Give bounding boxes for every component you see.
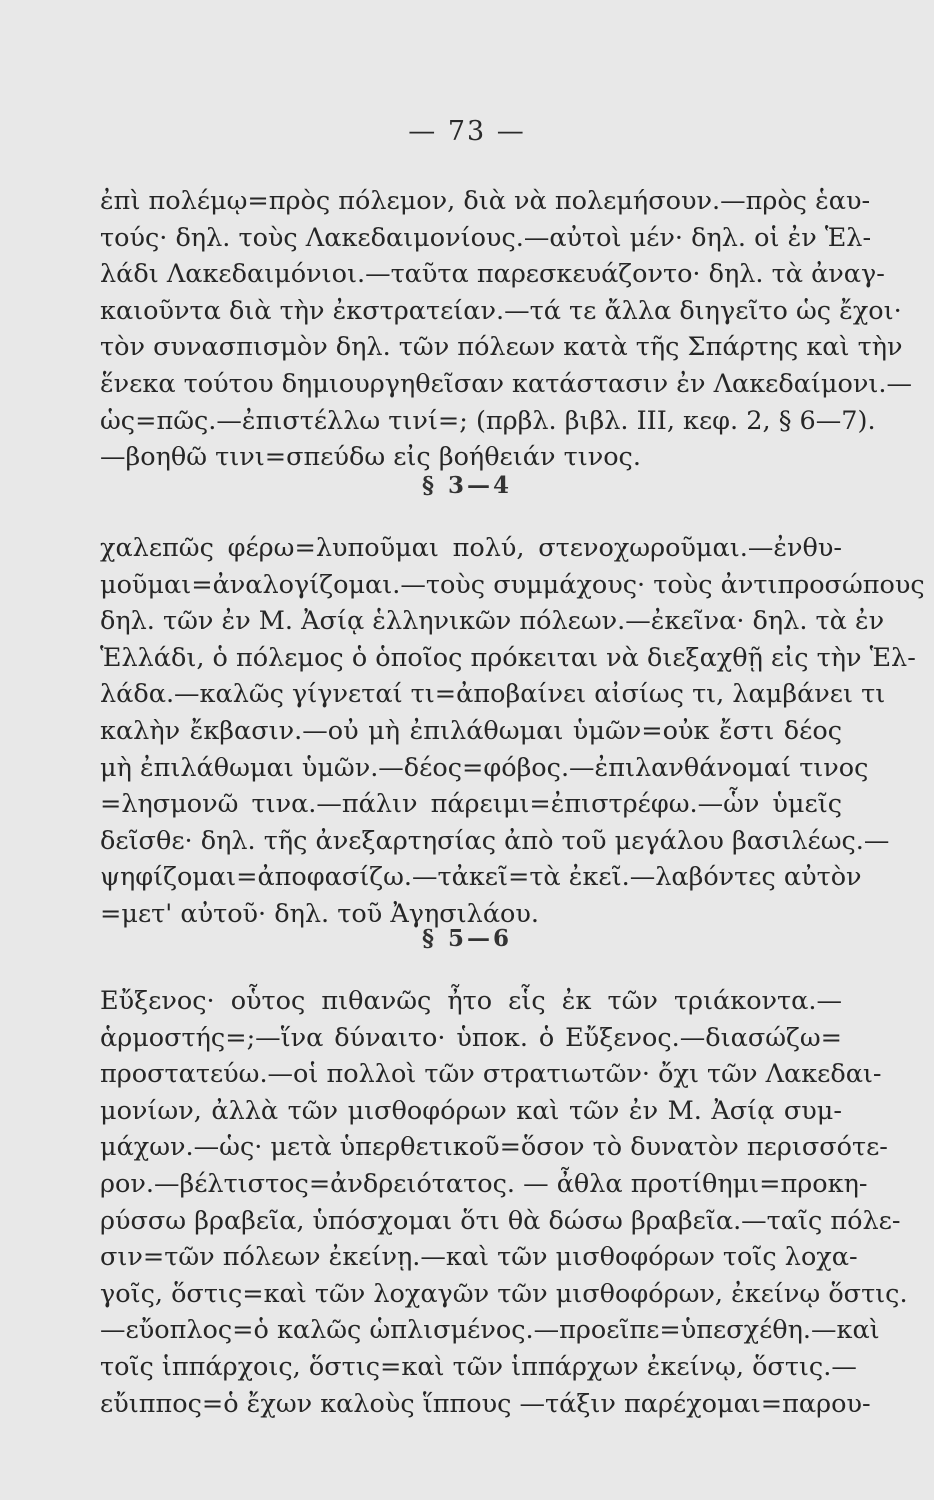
text-line: ρον.—βέλτιστος=ἀνδρειότατος. — ἆθλα προτίθημι=προκη-	[100, 1168, 868, 1199]
text-line: =λησμονῶ τινα.—πάλιν πάρειμι=ἐπιστρέφω.—ὧν ὑμεῖς	[100, 789, 842, 820]
section-heading: § 5—6	[421, 925, 513, 952]
text-line: μὴ ἐπιλάθωμαι ὑμῶν.—δέος=φόβος.—ἐπιλανθάνομαί τινος	[100, 752, 869, 783]
text-line: σιν=τῶν πόλεων ἐκείνῃ.—καὶ τῶν μισθοφόρων τοῖς λοχα-	[100, 1242, 858, 1273]
text-line: μάχων.—ὡς· μετὰ ὑπερθετικοῦ=ὅσον τὸ δυνατὸν περισσότε-	[100, 1132, 888, 1163]
text-line: —βοηθῶ τινι=σπεύδω εἰς βοήθειάν τινος.	[100, 442, 641, 473]
page-number: — 73 —	[408, 116, 526, 147]
text-line: δηλ. τῶν ἐν Μ. Ἀσίᾳ ἑλληνικῶν πόλεων.—ἐκεῖνα· δηλ. τὰ ἐν	[100, 606, 885, 637]
paragraph-3	[100, 983, 908, 1422]
text-line: τὸν συνασπισμὸν δηλ. τῶν πόλεων κατὰ τῆς Σπάρτης καὶ τὴν	[100, 332, 903, 363]
text-line: Εὔξενος· οὗτος πιθανῶς ἦτο εἷς ἐκ τῶν τριάκοντα.—	[100, 986, 842, 1016]
text-line: ἐπὶ πολέμῳ=πρὸς πόλεμον, διὰ νὰ πολεμήσουν.—πρὸς ἑαυ-	[100, 186, 871, 216]
text-line: καλὴν ἔκβασιν.—οὐ μὴ ἐπιλάθωμαι ὑμῶν=οὐκ ἔστι δέος	[100, 715, 842, 746]
text-line: μοῦμαι=ἀναλογίζομαι.—τοὺς συμμάχους· τοὺς ἀντιπροσώπους	[100, 569, 925, 600]
paragraph-1	[100, 183, 912, 476]
text-line: μονίων, ἀλλὰ τῶν μισθοφόρων καὶ τῶν ἐν Μ. Ἀσίᾳ συμ-	[100, 1095, 842, 1126]
text-line: ὡς=πῶς.—ἐπιστέλλω τινί=; (πρβλ. βιβλ. III, κεφ. 2, § 6—7).	[100, 405, 876, 436]
text-line: τούς· δηλ. τοὺς Λακεδαιμονίους.—αὐτοὶ μέν· δηλ. οἱ ἐν Ἑλ-	[100, 222, 872, 253]
text-line: εὔιππος=ὁ ἔχων καλοὺς ἵππους —τάξιν παρέχομαι=παρου-	[100, 1388, 871, 1419]
text-line: λάδι Λακεδαιμόνιοι.—ταῦτα παρεσκευάζοντο· δηλ. τὰ ἀναγ-	[100, 259, 885, 290]
text-line: τοῖς ἱππάρχοις, ὅστις=καὶ τῶν ἱππάρχων ἐκείνῳ, ὅστις.—	[100, 1351, 857, 1382]
text-line: =μετ' αὐτοῦ· δηλ. τοῦ Ἀγησιλάου.	[100, 898, 540, 929]
text-line: καιοῦντα διὰ τὴν ἐκστρατείαν.—τά τε ἄλλα διηγεῖτο ὡς ἔχοι·	[100, 295, 902, 326]
text-line: προστατεύω.—οἱ πολλοὶ τῶν στρατιωτῶν· ὄχι τῶν Λακεδαι-	[100, 1059, 882, 1090]
text-line: —εὔοπλος=ὁ καλῶς ὡπλισμένος.—προεῖπε=ὑπεσχέθη.—καὶ	[100, 1315, 880, 1346]
text-line: γοῖς, ὅστις=καὶ τῶν λοχαγῶν τῶν μισθοφόρων, ἐκείνῳ ὅστις.	[100, 1278, 908, 1309]
text-line: λάδα.—καλῶς γίγνεταί τι=ἀποβαίνει αἰσίως τι, λαμβάνει τι	[100, 679, 886, 710]
paragraph-2	[100, 530, 925, 933]
text-line: ἁρμοστής=;—ἵνα δύναιτο· ὑποκ. ὁ Εὔξενος.—διασώζω=	[100, 1022, 842, 1053]
text-line: ψηφίζομαι=ἀποφασίζω.—τἀκεῖ=τὰ ἐκεῖ.—λαβόντες αὐτὸν	[100, 862, 862, 893]
text-line: ἕνεκα τούτου δημιουργηθεῖσαν κατάστασιν ἐν Λακεδαίμονι.—	[100, 368, 912, 399]
text-line: δεῖσθε· δηλ. τῆς ἀνεξαρτησίας ἀπὸ τοῦ μεγάλου βασιλέως.—	[100, 825, 890, 856]
text-line: χαλεπῶς φέρω=λυποῦμαι πολύ, στενοχωροῦμαι.—ἐνθυ-	[100, 533, 842, 563]
section-heading: § 3—4	[421, 472, 513, 499]
text-line: ρύσσω βραβεῖα, ὑπόσχομαι ὅτι θὰ δώσω βραβεῖα.—ταῖς πόλε-	[100, 1205, 901, 1236]
text-line: Ἑλλάδι, ὁ πόλεμος ὁ ὁποῖος πρόκειται νὰ διεξαχθῇ εἰς τὴν Ἑλ-	[100, 642, 916, 673]
